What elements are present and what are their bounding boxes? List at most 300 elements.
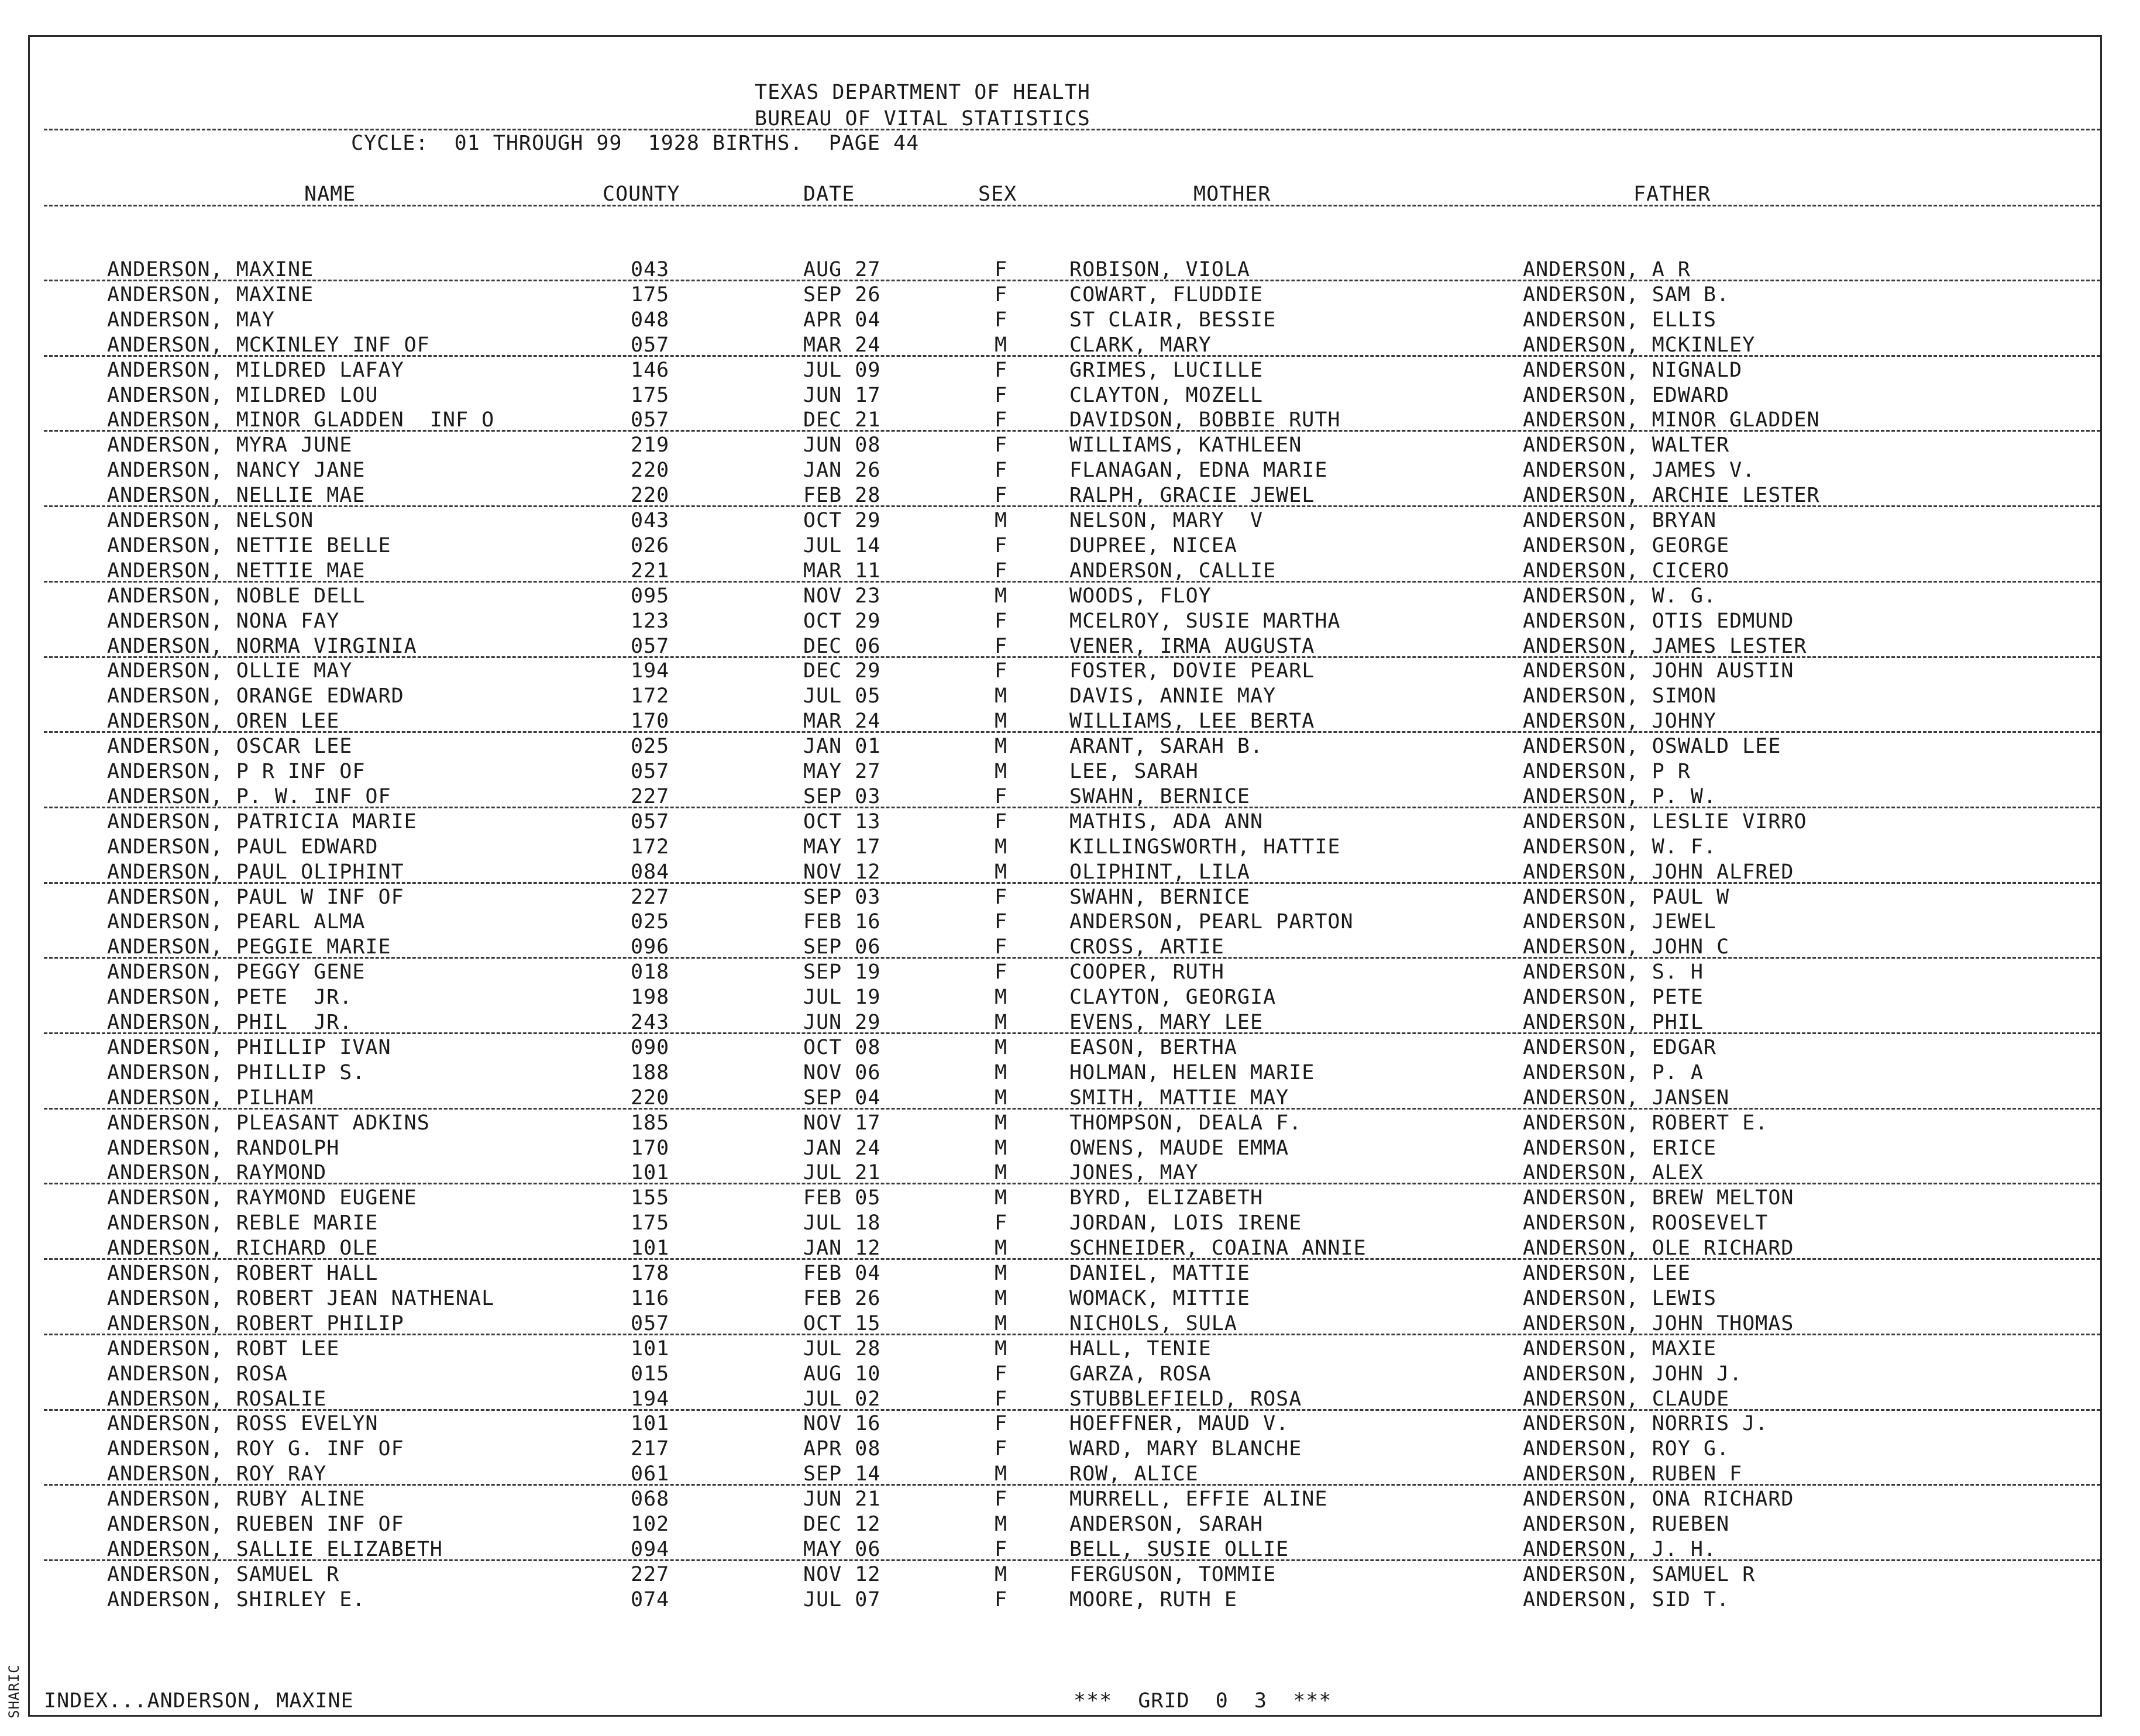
cell-county: 221 [631, 559, 670, 583]
table-row [0, 1437, 2140, 1461]
cell-mother: FLANAGAN, EDNA MARIE [1069, 459, 1328, 483]
cell-father: ANDERSON, BREW MELTON [1523, 1186, 1794, 1210]
cell-county: 170 [631, 709, 670, 733]
column-header-date: DATE [803, 182, 855, 206]
cell-sex: M [995, 509, 1008, 532]
cell-name: ANDERSON, PATRICIA MARIE [107, 810, 417, 833]
cell-mother: RALPH, GRACIE JEWEL [1069, 484, 1315, 508]
cell-sex: F [995, 810, 1008, 833]
cell-date: OCT 13 [803, 810, 881, 833]
cell-name: ANDERSON, REBLE MARIE [107, 1211, 379, 1235]
table-row [0, 333, 2140, 357]
cell-father: ANDERSON, ERICE [1523, 1136, 1717, 1160]
cell-name: ANDERSON, NONA FAY [107, 609, 340, 633]
cell-name: ANDERSON, NANCY JANE [107, 459, 366, 483]
cell-county: 227 [631, 1562, 670, 1586]
footer-index: INDEX...ANDERSON, MAXINE [44, 1689, 354, 1713]
header-divider [44, 129, 2100, 130]
cell-county: 074 [631, 1587, 670, 1611]
cell-sex: M [995, 735, 1008, 759]
cell-mother: GRIMES, LUCILLE [1069, 358, 1264, 382]
cell-date: JUN 21 [803, 1487, 881, 1511]
cell-county: 170 [631, 1136, 670, 1160]
cell-sex: M [995, 1035, 1008, 1059]
cell-father: ANDERSON, PHIL [1523, 1011, 1704, 1034]
table-row [0, 1236, 2140, 1260]
table-row [0, 759, 2140, 784]
cell-date: MAY 17 [803, 835, 881, 859]
cell-name: ANDERSON, RUEBEN INF OF [107, 1513, 404, 1536]
table-row [0, 1286, 2140, 1311]
table-row [0, 1337, 2140, 1361]
cell-name: ANDERSON, PEARL ALMA [107, 910, 366, 934]
cell-sex: F [995, 659, 1008, 683]
cell-mother: JONES, MAY [1069, 1161, 1199, 1185]
cell-father: ANDERSON, EDGAR [1523, 1035, 1717, 1059]
cell-father: ANDERSON, WALTER [1523, 433, 1730, 457]
cell-father: ANDERSON, MINOR GLADDEN [1523, 408, 1820, 432]
cell-name: ANDERSON, MAY [107, 308, 275, 332]
cell-date: NOV 12 [803, 860, 881, 884]
cell-county: 101 [631, 1337, 670, 1360]
cell-sex: F [995, 1211, 1008, 1235]
cell-mother: DAVIDSON, BOBBIE RUTH [1069, 408, 1341, 432]
cell-name: ANDERSON, SALLIE ELIZABETH [107, 1537, 443, 1561]
cell-date: JAN 12 [803, 1236, 881, 1260]
row-group-divider [44, 957, 2100, 959]
cell-name: ANDERSON, PHIL JR. [107, 1011, 353, 1034]
cell-name: ANDERSON, PAUL EDWARD [107, 835, 379, 859]
cell-father: ANDERSON, SIMON [1523, 684, 1717, 708]
cell-sex: M [995, 1236, 1008, 1260]
cell-sex: F [995, 1537, 1008, 1561]
cell-county: 018 [631, 960, 670, 984]
cell-county: 084 [631, 860, 670, 884]
cell-mother: BELL, SUSIE OLLIE [1069, 1537, 1289, 1561]
cell-sex: F [995, 1387, 1008, 1411]
cell-sex: F [995, 258, 1008, 281]
cell-date: OCT 15 [803, 1311, 881, 1335]
cell-name: ANDERSON, PLEASANT ADKINS [107, 1111, 430, 1135]
cell-father: ANDERSON, JOHNY [1523, 709, 1717, 733]
cell-date: JAN 26 [803, 459, 881, 483]
cell-name: ANDERSON, ROBT LEE [107, 1337, 340, 1360]
cell-name: ANDERSON, ROY RAY [107, 1462, 327, 1486]
cell-county: 043 [631, 509, 670, 532]
cell-name: ANDERSON, SHIRLEY E. [107, 1587, 366, 1611]
column-header-mother: MOTHER [1193, 182, 1271, 206]
cell-name: ANDERSON, PETE JR. [107, 986, 353, 1010]
cell-father: ANDERSON, SID T. [1523, 1587, 1730, 1611]
cell-father: ANDERSON, ELLIS [1523, 308, 1717, 332]
row-group-divider [44, 505, 2100, 507]
cell-sex: M [995, 1011, 1008, 1034]
table-row [0, 1211, 2140, 1235]
cell-mother: HOEFFNER, MAUD V. [1069, 1412, 1289, 1436]
cell-date: JUL 18 [803, 1211, 881, 1235]
cell-name: ANDERSON, ORANGE EDWARD [107, 684, 404, 708]
table-row [0, 1537, 2140, 1562]
cell-name: ANDERSON, OLLIE MAY [107, 659, 353, 683]
cell-name: ANDERSON, MINOR GLADDEN INF O [107, 408, 495, 432]
cell-father: ANDERSON, JAMES LESTER [1523, 634, 1807, 658]
cell-county: 043 [631, 258, 670, 281]
cell-father: ANDERSON, S. H [1523, 960, 1704, 984]
cell-county: 155 [631, 1186, 670, 1210]
cell-mother: ANDERSON, CALLIE [1069, 559, 1277, 583]
cell-father: ANDERSON, PAUL W [1523, 885, 1730, 909]
cell-county: 101 [631, 1412, 670, 1436]
cell-date: FEB 26 [803, 1286, 881, 1310]
cell-mother: NICHOLS, SULA [1069, 1311, 1237, 1335]
table-row [0, 1562, 2140, 1587]
side-label [1, 1655, 25, 1720]
cell-name: ANDERSON, RAYMOND EUGENE [107, 1186, 417, 1210]
cell-sex: M [995, 860, 1008, 884]
cell-sex: F [995, 935, 1008, 959]
cell-sex: F [995, 1587, 1008, 1611]
cell-county: 102 [631, 1513, 670, 1536]
cell-father: ANDERSON, ROBERT E. [1523, 1111, 1769, 1135]
cell-date: OCT 29 [803, 509, 881, 532]
cell-date: SEP 14 [803, 1462, 881, 1486]
row-group-divider [44, 731, 2100, 733]
table-row [0, 1035, 2140, 1060]
cell-father: ANDERSON, BRYAN [1523, 509, 1717, 532]
cell-father: ANDERSON, JAMES V. [1523, 459, 1756, 483]
cell-county: 116 [631, 1286, 670, 1310]
cell-mother: ROW, ALICE [1069, 1462, 1199, 1486]
cell-sex: M [995, 1262, 1008, 1285]
cell-date: DEC 29 [803, 659, 881, 683]
column-header-divider [44, 205, 2100, 206]
cell-father: ANDERSON, OLE RICHARD [1523, 1236, 1794, 1260]
cycle-line: CYCLE: 01 THROUGH 99 1928 BIRTHS. PAGE 44 [351, 132, 920, 155]
cell-mother: KILLINGSWORTH, HATTIE [1069, 835, 1341, 859]
cell-sex: F [995, 885, 1008, 909]
column-header-father: FATHER [1633, 182, 1711, 206]
cell-name: ANDERSON, ROY G. INF OF [107, 1437, 404, 1461]
cell-mother: CLAYTON, GEORGIA [1069, 986, 1277, 1010]
table-row [0, 659, 2140, 683]
cell-date: OCT 08 [803, 1035, 881, 1059]
table-row [0, 609, 2140, 633]
cell-date: DEC 21 [803, 408, 881, 432]
cell-name: ANDERSON, ROBERT PHILIP [107, 1311, 404, 1335]
cell-mother: THOMPSON, DEALA F. [1069, 1111, 1302, 1135]
table-row [0, 835, 2140, 859]
table-row [0, 860, 2140, 884]
cell-sex: M [995, 1462, 1008, 1486]
cell-father: ANDERSON, CICERO [1523, 559, 1730, 583]
cell-father: ANDERSON, JANSEN [1523, 1086, 1730, 1110]
cell-name: ANDERSON, NELLIE MAE [107, 484, 366, 508]
row-group-divider [44, 1032, 2100, 1034]
cell-county: 188 [631, 1060, 670, 1084]
cell-date: JUL 02 [803, 1387, 881, 1411]
cell-sex: M [995, 1562, 1008, 1586]
cell-mother: LEE, SARAH [1069, 760, 1199, 783]
table-row [0, 709, 2140, 733]
cell-father: ANDERSON, JOHN J. [1523, 1362, 1743, 1386]
row-group-divider [44, 1108, 2100, 1110]
table-row [0, 358, 2140, 383]
cell-sex: M [995, 1186, 1008, 1210]
cell-county: 227 [631, 885, 670, 909]
cell-mother: JORDAN, LOIS IRENE [1069, 1211, 1302, 1235]
cell-county: 026 [631, 533, 670, 557]
cell-county: 057 [631, 333, 670, 357]
cell-sex: M [995, 760, 1008, 783]
cell-date: MAR 24 [803, 333, 881, 357]
cell-name: ANDERSON, ROSALIE [107, 1387, 327, 1411]
cell-date: JUN 17 [803, 383, 881, 407]
cell-mother: MOORE, RUTH E [1069, 1587, 1237, 1611]
cell-father: ANDERSON, W. F. [1523, 835, 1717, 859]
cell-county: 185 [631, 1111, 670, 1135]
cell-father: ANDERSON, JOHN C [1523, 935, 1730, 959]
cell-county: 194 [631, 659, 670, 683]
cell-mother: DANIEL, MATTIE [1069, 1262, 1251, 1285]
cell-mother: DUPREE, NICEA [1069, 533, 1237, 557]
cell-sex: F [995, 1362, 1008, 1386]
cell-father: ANDERSON, EDWARD [1523, 383, 1730, 407]
cell-county: 220 [631, 484, 670, 508]
cell-mother: DAVIS, ANNIE MAY [1069, 684, 1277, 708]
cell-date: FEB 28 [803, 484, 881, 508]
cell-sex: F [995, 533, 1008, 557]
cell-county: 194 [631, 1387, 670, 1411]
table-row [0, 1261, 2140, 1286]
cell-sex: F [995, 910, 1008, 934]
cell-county: 090 [631, 1035, 670, 1059]
cell-county: 227 [631, 784, 670, 808]
table-row [0, 1111, 2140, 1135]
cell-mother: COOPER, RUTH [1069, 960, 1224, 984]
cell-mother: ANDERSON, SARAH [1069, 1513, 1264, 1536]
cell-father: ANDERSON, W. G. [1523, 584, 1717, 608]
cell-father: ANDERSON, MAXIE [1523, 1337, 1717, 1360]
table-row [0, 634, 2140, 659]
cell-sex: M [995, 1337, 1008, 1360]
cell-county: 243 [631, 1011, 670, 1034]
cell-date: FEB 04 [803, 1262, 881, 1285]
row-group-divider [44, 882, 2100, 884]
cell-date: JUN 29 [803, 1011, 881, 1034]
table-row [0, 935, 2140, 959]
cell-father: ANDERSON, MCKINLEY [1523, 333, 1756, 357]
cell-mother: MATHIS, ADA ANN [1069, 810, 1264, 833]
cell-mother: FOSTER, DOVIE PEARL [1069, 659, 1315, 683]
cell-date: SEP 04 [803, 1086, 881, 1110]
cell-sex: M [995, 709, 1008, 733]
cell-father: ANDERSON, LEWIS [1523, 1286, 1717, 1310]
cell-father: ANDERSON, ALEX [1523, 1161, 1704, 1185]
cell-name: ANDERSON, PHILLIP IVAN [107, 1035, 391, 1059]
cell-date: SEP 03 [803, 784, 881, 808]
cell-date: NOV 16 [803, 1412, 881, 1436]
table-row [0, 1411, 2140, 1436]
cell-mother: WARD, MARY BLANCHE [1069, 1437, 1302, 1461]
cell-father: ANDERSON, RUBEN F [1523, 1462, 1743, 1486]
cell-date: NOV 12 [803, 1562, 881, 1586]
cell-county: 123 [631, 609, 670, 633]
cell-county: 175 [631, 383, 670, 407]
cell-date: MAR 24 [803, 709, 881, 733]
table-row [0, 734, 2140, 759]
cell-county: 057 [631, 810, 670, 833]
cell-sex: M [995, 1286, 1008, 1310]
table-row [0, 308, 2140, 332]
cell-father: ANDERSON, P. A [1523, 1060, 1704, 1084]
cell-mother: OLIPHINT, LILA [1069, 860, 1251, 884]
table-row [0, 910, 2140, 934]
cell-mother: CLAYTON, MOZELL [1069, 383, 1264, 407]
cell-name: ANDERSON, ROSA [107, 1362, 288, 1386]
cell-father: ANDERSON, PETE [1523, 986, 1704, 1010]
cell-mother: GARZA, ROSA [1069, 1362, 1212, 1386]
cell-father: ANDERSON, OSWALD LEE [1523, 735, 1781, 759]
column-header-name: NAME [304, 182, 356, 206]
row-group-divider [44, 807, 2100, 808]
cell-name: ANDERSON, SAMUEL R [107, 1562, 340, 1586]
cell-name: ANDERSON, RUBY ALINE [107, 1487, 366, 1511]
cell-mother: CLARK, MARY [1069, 333, 1212, 357]
row-group-divider [44, 1334, 2100, 1335]
cell-sex: F [995, 1487, 1008, 1511]
cell-sex: F [995, 559, 1008, 583]
cell-father: ANDERSON, JOHN ALFRED [1523, 860, 1794, 884]
table-row [0, 458, 2140, 483]
table-row [0, 383, 2140, 408]
table-row [0, 1136, 2140, 1160]
cell-mother: ST CLAIR, BESSIE [1069, 308, 1277, 332]
cell-county: 178 [631, 1262, 670, 1285]
cell-mother: SWAHN, BERNICE [1069, 784, 1251, 808]
cell-mother: ARANT, SARAH B. [1069, 735, 1264, 759]
cell-date: JUL 14 [803, 533, 881, 557]
cell-father: ANDERSON, OTIS EDMUND [1523, 609, 1794, 633]
cell-sex: M [995, 1111, 1008, 1135]
cell-date: JUN 08 [803, 433, 881, 457]
cell-sex: M [995, 986, 1008, 1010]
table-row [0, 985, 2140, 1010]
cell-mother: BYRD, ELIZABETH [1069, 1186, 1264, 1210]
cell-father: ANDERSON, CLAUDE [1523, 1387, 1730, 1411]
cell-county: 175 [631, 1211, 670, 1235]
table-row [0, 885, 2140, 910]
cell-county: 172 [631, 684, 670, 708]
cell-father: ANDERSON, ARCHIE LESTER [1523, 484, 1820, 508]
table-row [0, 1311, 2140, 1336]
cell-father: ANDERSON, SAM B. [1523, 283, 1730, 306]
cell-mother: MCELROY, SUSIE MARTHA [1069, 609, 1341, 633]
cell-sex: F [995, 484, 1008, 508]
cell-mother: MURRELL, EFFIE ALINE [1069, 1487, 1328, 1511]
cell-name: ANDERSON, ROBERT HALL [107, 1262, 379, 1285]
cell-father: ANDERSON, GEORGE [1523, 533, 1730, 557]
cell-mother: WILLIAMS, KATHLEEN [1069, 433, 1302, 457]
table-row [0, 433, 2140, 457]
cell-mother: COWART, FLUDDIE [1069, 283, 1264, 306]
cell-sex: M [995, 835, 1008, 859]
table-row [0, 960, 2140, 984]
cell-name: ANDERSON, MAXINE [107, 258, 314, 281]
cell-sex: M [995, 1060, 1008, 1084]
cell-county: 015 [631, 1362, 670, 1386]
cell-sex: M [995, 1513, 1008, 1536]
cell-date: NOV 17 [803, 1111, 881, 1135]
cell-mother: HALL, TENIE [1069, 1337, 1212, 1360]
cell-sex: F [995, 1437, 1008, 1461]
cell-father: ANDERSON, NIGNALD [1523, 358, 1743, 382]
cell-sex: F [995, 433, 1008, 457]
cell-date: AUG 27 [803, 258, 881, 281]
cell-sex: F [995, 1412, 1008, 1436]
cell-name: ANDERSON, RAYMOND [107, 1161, 327, 1185]
cell-date: SEP 26 [803, 283, 881, 306]
cell-date: OCT 29 [803, 609, 881, 633]
cell-date: SEP 06 [803, 935, 881, 959]
cell-sex: M [995, 1136, 1008, 1160]
cell-date: JUL 28 [803, 1337, 881, 1360]
cell-mother: ANDERSON, PEARL PARTON [1069, 910, 1354, 934]
row-group-divider [44, 1484, 2100, 1486]
cell-mother: VENER, IRMA AUGUSTA [1069, 634, 1315, 658]
cell-mother: SCHNEIDER, COAINA ANNIE [1069, 1236, 1367, 1260]
column-header-county: COUNTY [603, 182, 680, 206]
cell-sex: F [995, 609, 1008, 633]
cell-date: JUL 21 [803, 1161, 881, 1185]
table-row [0, 1487, 2140, 1511]
table-row [0, 1587, 2140, 1612]
cell-county: 220 [631, 459, 670, 483]
cell-county: 057 [631, 760, 670, 783]
cell-mother: NELSON, MARY V [1069, 509, 1264, 532]
cell-father: ANDERSON, J. H. [1523, 1537, 1717, 1561]
cell-sex: M [995, 584, 1008, 608]
cell-name: ANDERSON, MILDRED LOU [107, 383, 379, 407]
cell-father: ANDERSON, NORRIS J. [1523, 1412, 1769, 1436]
cell-date: SEP 19 [803, 960, 881, 984]
table-row [0, 559, 2140, 583]
cell-date: NOV 23 [803, 584, 881, 608]
cell-mother: OWENS, MAUDE EMMA [1069, 1136, 1289, 1160]
cell-sex: F [995, 383, 1008, 407]
cell-sex: F [995, 784, 1008, 808]
cell-county: 057 [631, 408, 670, 432]
cell-county: 101 [631, 1161, 670, 1185]
table-row [0, 1387, 2140, 1411]
header-line-1: TEXAS DEPARTMENT OF HEALTH [755, 81, 1090, 104]
cell-county: 057 [631, 1311, 670, 1335]
cell-date: APR 08 [803, 1437, 881, 1461]
cell-father: ANDERSON, JOHN THOMAS [1523, 1311, 1794, 1335]
cell-sex: M [995, 1086, 1008, 1110]
cell-county: 175 [631, 283, 670, 306]
row-group-divider [44, 280, 2100, 281]
cell-name: ANDERSON, NORMA VIRGINIA [107, 634, 417, 658]
cell-sex: F [995, 459, 1008, 483]
cell-county: 219 [631, 433, 670, 457]
cell-father: ANDERSON, ONA RICHARD [1523, 1487, 1794, 1511]
cell-date: AUG 10 [803, 1362, 881, 1386]
cell-date: JAN 01 [803, 735, 881, 759]
cell-sex: F [995, 634, 1008, 658]
table-row [0, 1086, 2140, 1110]
cell-county: 172 [631, 835, 670, 859]
cell-father: ANDERSON, LEE [1523, 1262, 1691, 1285]
